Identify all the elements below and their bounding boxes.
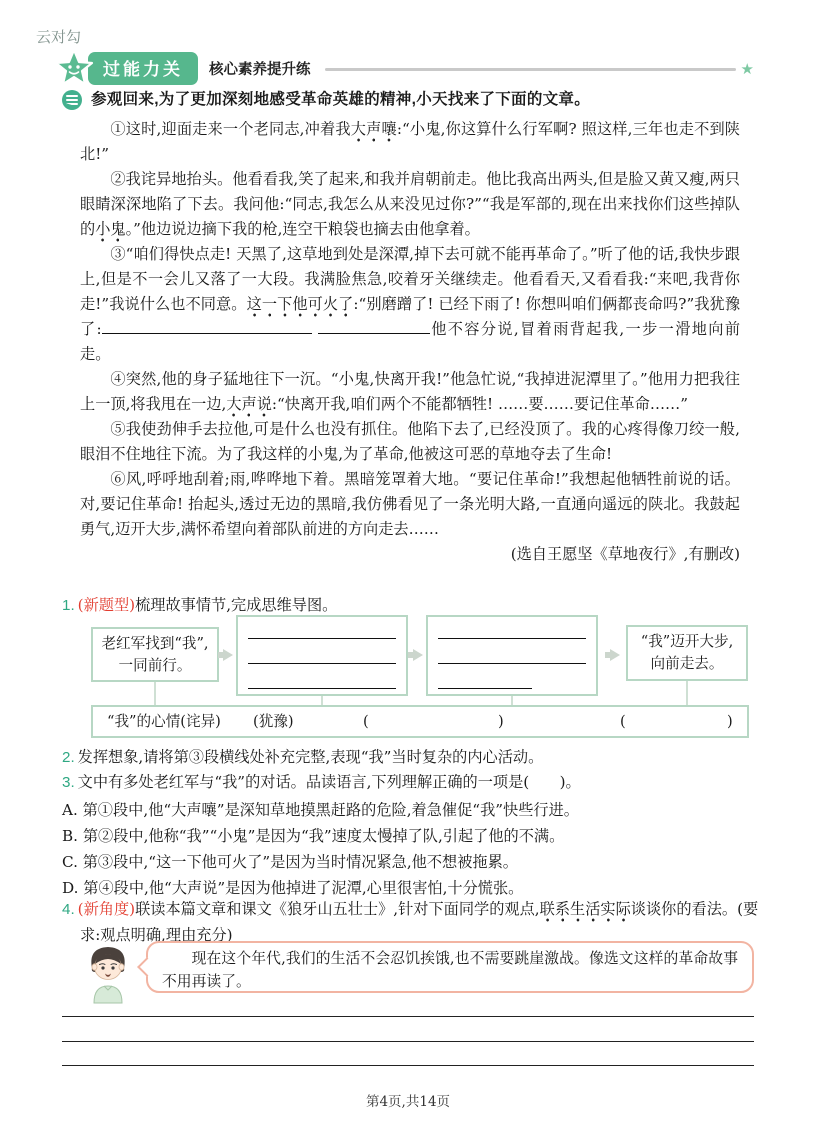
mind-map-box-4: “我”迈开大步, 向前走去。 [626,625,748,681]
boy-avatar [84,942,132,1004]
paragraph-2: ②我诧异地抬头。他看看我,笑了起来,和我并肩朝前走。他比我高出两头,但是脸又黄又瘦,两只眼睛深深地陷了下去。我问他:“同志,我怎么从来没见过你?”“我是军部的,现在出来找你们这些掉队的小鬼。”他边说边摘下我的枪,连空干粮袋也摘去由他拿着。 [80,167,740,242]
emphasized-text: 大声嚷 [351,120,397,142]
answer-blank-line [248,638,396,639]
page-number: 第4页,共14页 [365,1094,451,1110]
mind-map [62,615,754,740]
mind-map-box-3-empty [426,615,598,696]
mood-4-close-paren: ) [727,713,733,730]
question-1-number: 1. [62,597,75,614]
mind-map-box-1: 老红军找到“我”, 一同前行。 [91,627,219,682]
emphasized-text: 这一下他可火了 [247,295,354,317]
paragraph-5: ⑤我使劲伸手去拉他,可是什么也没有抓住。他陷下去了,已经没顶了。我的心疼得像刀绞一般,眼泪不住地往下流。为了我这样的小鬼,为了革命,他被这可恶的草地夺去了生命! [80,420,740,463]
speech-bubble: 现在这个年代,我们的生活不会忍饥挨饿,也不需要跳崖激战。像选文这样的革命故事不用再读了。 [146,941,754,993]
reading-passage [80,117,740,567]
intro-text: 参观回来,为了更加深刻地感受革命英雄的精神,小天找来了下面的文章。 [91,91,591,108]
question-1-tag: (新题型) [77,596,136,614]
question-3-text: 文中有多处老红军与“我”的对话。品读语言,下列理解正确的一项是( )。 [77,773,581,791]
question-4-text-pre: 联读本篇文章和课文《狼牙山五壮士》,针对下面同学的观点, [135,900,540,918]
passage-source: (选自王愿坚《草地夜行》,有删改) [510,545,740,563]
option-c: C. 第③段中,“这一下他可火了”是因为当时情况紧急,他不想被拖累。 [62,853,518,871]
header-star-icon: ★ [740,60,754,78]
mind-map-box-2-empty [236,615,408,696]
connector-line [154,682,156,705]
connector-line [511,696,513,705]
question-4-tag: (新角度) [77,900,136,918]
question-2-text: 发挥想象,请将第③段横线处补充完整,表现“我”当时复杂的内心活动。 [77,748,544,766]
question-4-number: 4. [62,901,75,918]
connector-line [321,696,323,705]
question-3-options [62,797,754,901]
question-2 [62,745,754,771]
watermark: 云对勾 [36,29,82,46]
section-badge: 过能力关 [88,52,198,85]
question-3 [62,770,754,796]
question-4-text-post: 谈谈你的看法。(要求:观点明确,理由充分) [80,900,759,944]
option-b: B. 第②段中,他称“我”“小鬼”是因为“我”速度太慢掉了队,引起了他的不满。 [62,827,565,845]
answer-writing-line [62,1041,754,1042]
fill-in-blank [102,318,312,334]
mind-map-mood-row [91,705,749,738]
section-subtitle: 核心素养提升练 [209,61,311,78]
star-mascot-icon [54,48,94,88]
emphasized-text: 大声说 [226,395,272,417]
mood-4-open-paren: ( [620,713,626,730]
answer-blank-line [248,663,396,664]
answer-blank-line [438,663,586,664]
connector-line [686,681,688,705]
emphasized-text: 小鬼 [95,220,125,242]
question-2-number: 2. [62,749,75,766]
mood-label: “我”的心情(诧异) [107,713,221,730]
option-a: A. 第①段中,他“大声嚷”是深知草地摸黑赶路的危险,着急催促“我”快些行进。 [62,801,579,819]
answer-writing-line [62,1065,754,1066]
paragraph-3: ③“咱们得快点走! 天黑了,这草地到处是深潭,掉下去可就不能再革命了。”听了他的话,我快步跟上,但是不一会儿又落了一大段。我满脸焦急,咬着牙关继续走。他看看天,又看看我:“来吧,我背你走!”我说什么也不同意。这一下他可火了:“别磨蹭了! 已经下雨了! 你想叫咱们俩都丧命吗?”我犹豫了: 他不容分说,冒着雨背起我,一步一滑地向前走。 [80,245,741,363]
question-1-text: 梳理故事情节,完成思维导图。 [135,596,338,614]
answer-writing-line [62,1016,754,1017]
fill-in-blank [318,318,430,334]
mood-3-close-paren: ) [498,713,504,730]
mood-3-open-paren: ( [363,713,369,730]
answer-blank-line [248,688,396,689]
paragraph-4: ④突然,他的身子猛地往下一沉。“小鬼,快离开我!”他急忙说,“我掉进泥潭里了。”他用力把我往上一顶,将我甩在一边,大声说:“快离开我,咱们两个不能都牺牲! ……要……要记住革命……” [80,367,740,417]
question-number-three-icon [62,90,82,110]
arrow-right-icon [610,649,626,661]
answer-blank-line [438,638,586,639]
answer-blank-line [438,688,532,689]
page-header [54,48,754,88]
emphasized-text: 联系生活实际 [540,900,631,922]
student-opinion [84,938,754,1004]
question-3-number: 3. [62,774,75,791]
paragraph-6: ⑥风,呼呼地刮着;雨,哗哗地下着。黑暗笼罩着大地。“要记住革命!”我想起他牺牲前说的话。对,要记住革命! 抬起头,透过无边的黑暗,我仿佛看见了一条光明大路,一直通向遥远的陕北。我鼓起勇气,迈开大步,满怀希望向着部队前进的方向走去…… [80,470,740,538]
header-divider [325,68,736,71]
main-question-intro [62,88,756,112]
option-d: D. 第④段中,他“大声说”是因为他掉进了泥潭,心里很害怕,十分慌张。 [62,879,524,897]
paragraph-1: ①这时,迎面走来一个老同志,冲着我大声嚷:“小鬼,你这算什么行军啊? 照这样,三年也走不到陕北!” [80,120,740,163]
mood-2: (犹豫) [253,713,294,730]
